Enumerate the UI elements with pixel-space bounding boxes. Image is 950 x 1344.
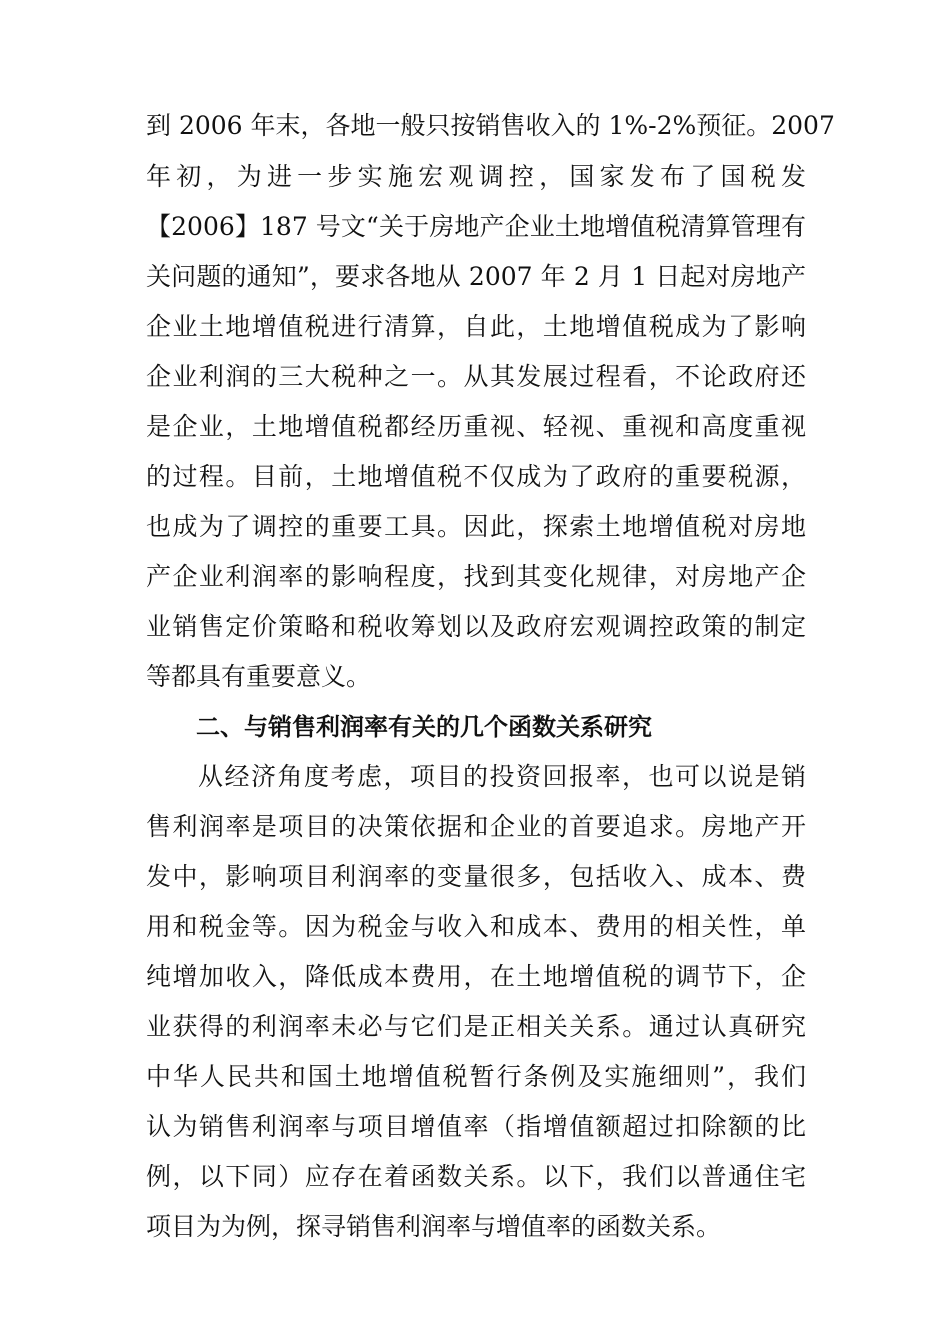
section-heading: 二、与销售利润率有关的几个函数关系研究 xyxy=(196,713,652,741)
paragraph-line: 发中，影响项目利润率的变量很多，包括收入、成本、费 xyxy=(146,862,806,891)
paragraph-line: 企业土地增值税进行清算，自此，土地增值税成为了影响 xyxy=(146,312,806,341)
paragraph-line: 纯增加收入，降低成本费用，在土地增值税的调节下，企 xyxy=(146,962,806,991)
paragraph-line: 关问题的通知”，要求各地从 2007 年 2 月 1 日起对房地产 xyxy=(146,262,806,291)
paragraph-line: 等都具有重要意义。 xyxy=(146,662,372,691)
paragraph-line: 年初，为进一步实施宏观调控，国家发布了国税发 xyxy=(146,162,806,191)
paragraph-line: 【2006】187 号文“关于房地产企业土地增值税清算管理有 xyxy=(146,212,806,241)
paragraph-line: 中华人民共和国土地增值税暂行条例及实施细则”，我们 xyxy=(146,1062,806,1091)
paragraph-line: 业获得的利润率未必与它们是正相关关系。通过认真研究 xyxy=(146,1012,806,1041)
paragraph-line: 项目为为例，探寻销售利润率与增值率的函数关系。 xyxy=(146,1212,722,1241)
paragraph-line: 例，以下同）应存在着函数关系。以下，我们以普通住宅 xyxy=(146,1162,806,1191)
paragraph-line: 到 2006 年末，各地一般只按销售收入的 1%-2%预征。2007 xyxy=(146,111,835,140)
paragraph-line: 的过程。目前，土地增值税不仅成为了政府的重要税源， xyxy=(146,462,806,491)
paragraph-line: 企业利润的三大税种之一。从其发展过程看，不论政府还 xyxy=(146,362,806,391)
paragraph-line: 产企业利润率的影响程度，找到其变化规律，对房地产企 xyxy=(146,562,806,591)
paragraph-line: 售利润率是项目的决策依据和企业的首要追求。房地产开 xyxy=(146,812,806,841)
paragraph-line: 认为销售利润率与项目增值率（指增值额超过扣除额的比 xyxy=(146,1112,806,1141)
paragraph-line: 用和税金等。因为税金与收入和成本、费用的相关性，单 xyxy=(146,912,806,941)
paragraph-line: 是企业，土地增值税都经历重视、轻视、重视和高度重视 xyxy=(146,412,806,441)
paragraph-line: 也成为了调控的重要工具。因此，探索土地增值税对房地 xyxy=(146,512,806,541)
paragraph-line: 从经济角度考虑，项目的投资回报率，也可以说是销 xyxy=(198,762,806,791)
paragraph-line: 业销售定价策略和税收筹划以及政府宏观调控政策的制定 xyxy=(146,612,806,641)
